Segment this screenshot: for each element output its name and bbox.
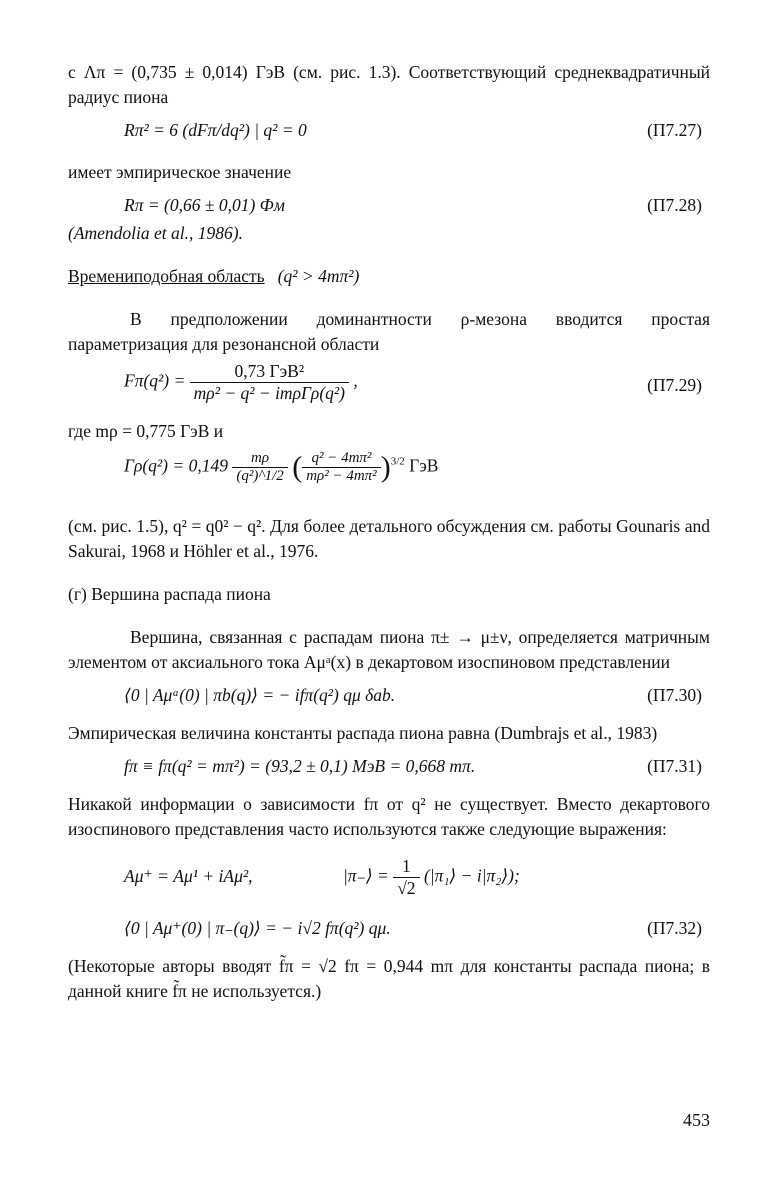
section-heading [68, 266, 710, 287]
page-content [68, 60, 710, 1004]
equation-p7-32a [68, 852, 710, 908]
fraction [393, 856, 419, 899]
fraction-denominator: (q²)^1/2 [236, 468, 284, 484]
paragraph: имеет эмпирическое значение [68, 162, 292, 182]
equation-number: (П7.28) [647, 195, 702, 215]
equation-tail: , [353, 370, 358, 391]
subsection-heading: (г) Вершина распада пиона [68, 584, 271, 604]
equation-formula: ⟨0 | Aμᵃ(0) | πb(q)⟩ = − ifπ(q²) qμ δab. [124, 685, 396, 705]
equation-left: Aμ⁺ = Aμ¹ + iAμ², [124, 866, 253, 886]
equation-p7-28 [68, 191, 710, 221]
section-condition: (q² > 4mπ²) [277, 266, 360, 286]
paragraph: где mρ = 0,775 ГэВ и [68, 421, 224, 441]
equation-right-lhs: |π₋⟩ = [343, 865, 389, 886]
equation-p7-32b [68, 914, 710, 944]
fraction [190, 361, 349, 404]
paragraph: с Λπ = (0,735 ± 0,014) ГэВ (см. рис. 1.3). Соответствующий среднеквадратичный радиус пиона [68, 62, 710, 107]
page-number: 453 [683, 1110, 710, 1130]
equation-number: (П7.32) [647, 918, 702, 938]
equation-right [343, 856, 520, 899]
equation-number: (П7.27) [647, 120, 702, 140]
equation-p7-30 [68, 681, 710, 711]
equation-number: (П7.30) [647, 685, 702, 705]
paragraph: (см. рис. 1.5), q² = q0² − q². Для более детального обсуждения см. работы Gounaris and Sakurai, 1968 и Höhler et al., 1976. [68, 516, 710, 561]
fraction-numerator: mρ [232, 450, 287, 468]
paragraph: Вершина, связанная с распадам пиона π± → μ±ν, определяется матричным элементом от аксиального тока Aμᵃ(x) в декартовом изоспиновом представлении [68, 627, 710, 672]
equation-formula: ⟨0 | Aμ⁺(0) | π₋(q)⟩ = − i√2 fπ(q²) qμ. [124, 918, 391, 938]
equation-lhs: Γρ(q²) = 0,149 [124, 455, 228, 476]
fraction-numerator: 1 [393, 856, 419, 878]
section-title: Времениподобная область [68, 266, 265, 286]
equation-p7-31 [68, 752, 710, 782]
fraction-numerator: q² − 4mπ² [302, 450, 381, 468]
equation-p7-29 [68, 357, 710, 413]
equation-formula: Rπ² = 6 (dFπ/dq²) | q² = 0 [124, 120, 307, 140]
equation-right-tail: (|π₁⟩ − i|π₂⟩); [423, 865, 520, 886]
paragraph: (Некоторые авторы вводят f̃π = √2 fπ = 0,944 mπ для константы распада пиона; в данной книге f̃π не используется.) [68, 956, 710, 1001]
reference: (Amendolia et al., 1986). [68, 223, 243, 243]
paragraph: В предположении доминантности ρ-мезона вводится простая параметризация для резонансной области [68, 309, 710, 354]
paragraph: Эмпирическая величина константы распада пиона равна (Dumbrajs et al., 1983) [68, 723, 658, 743]
fraction-numerator: 0,73 ГэВ² [190, 361, 349, 383]
equation-formula [124, 361, 358, 404]
fraction [232, 450, 287, 485]
equation-p7-27 [68, 116, 710, 146]
equation-number: (П7.31) [647, 756, 702, 776]
fraction-denominator: mρ² − 4mπ² [306, 468, 377, 484]
unit: ГэВ [409, 455, 439, 476]
fraction-denominator: mρ² − q² − imρΓρ(q²) [193, 383, 345, 403]
paragraph: Никакой информации о зависимости fπ от q² не существует. Вместо декартового изоспинового представления часто используются также следующие выражения: [68, 794, 710, 839]
fraction [302, 450, 381, 485]
equation-number: (П7.29) [647, 375, 702, 395]
equation-formula: Rπ = (0,66 ± 0,01) Фм [124, 195, 285, 215]
equation-formula: Γρ(q²) = 0,149 $\frac{m\rho}{\text{(q²)\textasciicircum{}1/2}}$ ( $\frac{\text{q² − 4mπ²}}{\text{mρ² − 4mπ²}}$ )$^{3/2}$ ГэВ [124, 450, 439, 484]
fraction-denominator: √2 [397, 878, 416, 898]
exponent: 3/2 [390, 455, 405, 468]
equation-gamma [68, 444, 710, 508]
equation-formula: fπ ≡ fπ(q² = mπ²) = (93,2 ± 0,1) МэВ = 0,668 mπ. [124, 756, 476, 776]
equation-lhs: Fπ(q²) = [124, 370, 186, 391]
